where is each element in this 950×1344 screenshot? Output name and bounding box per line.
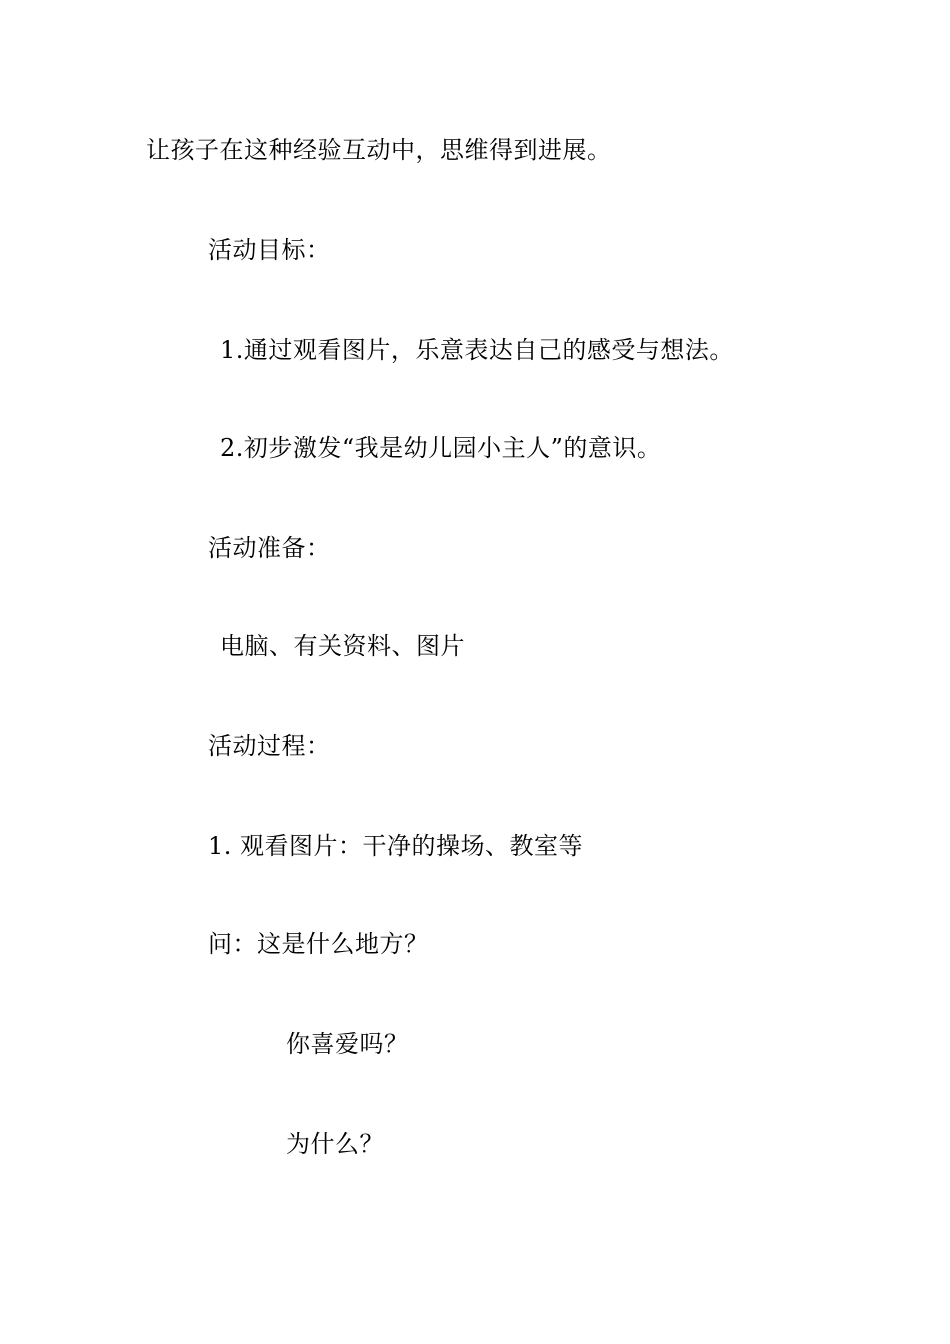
section-heading-process: 活动过程： [208, 732, 331, 760]
section-heading-preparation: 活动准备： [208, 534, 331, 562]
process-step-1: 1. 观看图片：干净的操场、教室等 [208, 832, 584, 860]
preparation-materials: 电脑、有关资料、图片 [220, 632, 465, 660]
paragraph-text: 让孩子在这种经验互动中，思维得到进展。 [146, 136, 612, 164]
section-heading-goals: 活动目标： [208, 236, 331, 264]
question-follow-up-2: 为什么？ [286, 1130, 384, 1158]
goal-item-1: 1.通过观看图片，乐意表达自己的感受与想法。 [220, 336, 734, 364]
question-follow-up-1: 你喜爱吗？ [286, 1030, 409, 1058]
question-text: 问：这是什么地方？ [208, 930, 429, 958]
goal-item-2: 2.初步激发“我是幼儿园小主人”的意识。 [220, 434, 662, 462]
